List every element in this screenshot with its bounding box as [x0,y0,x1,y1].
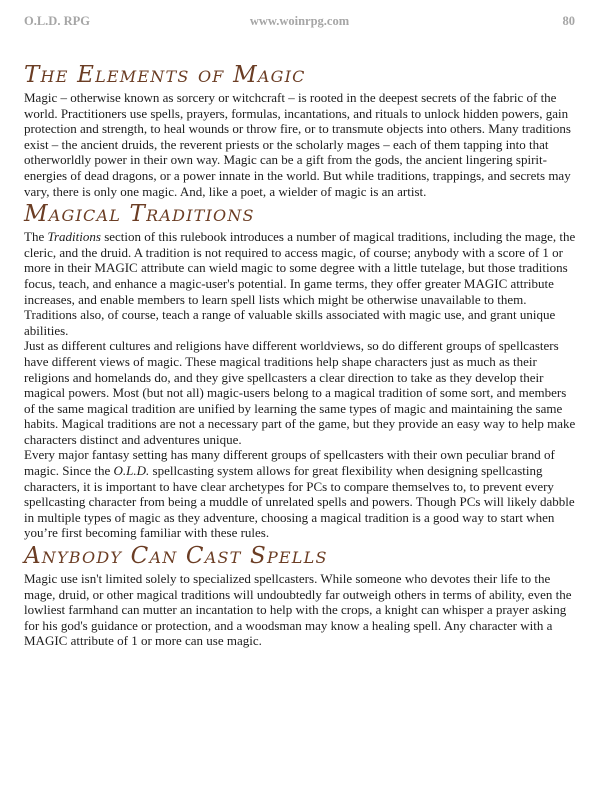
paragraph-text: Just as different cultures and religions have different worldviews, so do different groups of spellcasters have different views of magic. These magical traditions help shape characters just as much as their religions and homelands do, and they give spellcasters a clear direction to take as they develop their magical powers. Most (but not all) magic-users belong to a magical tradition of some sort, and members of the same magical tradition are unified by learning the same types of magic and maintaining the same habits. Magical traditions are not a necessary part of the game, but they provide an easy way to help make characters distinct and adventures unique. [24,338,576,447]
running-header [24,14,575,30]
section-heading: Anybody Can Cast Spells [24,543,328,570]
section-anybody-can-cast-spells [24,541,579,649]
section-heading: Magical Traditions [24,201,255,228]
paragraph-text: Magic – otherwise known as sorcery or witchcraft – is rooted in the deepest secrets of the fabric of the world. Practitioners use spells, prayers, formulas, incantations, and rituals to unlock hidden powers, gain protection and strength, to heal wounds or throw fire, or to transmute objects into others. Many traditions exist – the ancient druids, the reverent priests or the scholarly mages – each of them tapping into that otherworldly power in their own way. Magic can be a gift from the gods, the ancient lingering spirit-energies of dead dragons, or a power innate in the world. But while traditions, trappings, and secrets may vary, there is only one magic. And, like a poet, a wielder of magic is an artist. [24,90,571,199]
paragraph [24,229,579,338]
book-section-reference: Traditions [47,229,101,245]
paragraph [24,571,579,649]
paragraph-text: spellcasting system allows for great flexibility when designing spellcasting characters, it is important to have clear archetypes for PCs to compare themselves to, to prevent every spellcasting character from being a muddle of unrelated spells and powers. Though PCs will likely dabble in multiple types of magic as they adventure, choosing a magical tradition is a good way to start when you’re first becoming familiar with these rules. [24,463,575,541]
header-page-number: 80 [562,14,575,28]
header-book-title: O.L.D. RPG [24,14,90,28]
paragraph-text: Every major fantasy setting has many different groups of spellcasters with their own peculiar brand of magic. Since the [24,447,555,479]
paragraph [24,447,579,541]
page-content [24,60,579,649]
header-website: www.woinrpg.com [249,14,350,28]
paragraph-text: The [24,229,48,245]
section-heading: The Elements of Magic [24,62,306,88]
section-elements-of-magic [24,60,579,199]
paragraph [24,90,579,199]
system-name-reference: O.L.D. [113,463,150,479]
paragraph [24,338,579,447]
paragraph-text: Magic use isn't limited solely to specialized spellcasters. While someone who devotes their life to the mage, druid, or other magical traditions will undoubtedly far outweigh others in terms of ability, even the lowliest farmhand can mutter an incantation to help with the crops, a knight can whisper a prayer asking for his god's guidance or protection, and a woodsman may know a healing spell. Any character with a MAGIC attribute of 1 or more can use magic. [24,571,572,649]
paragraph-text: section of this rulebook introduces a number of magical traditions, including the mage, the cleric, and the druid. A tradition is not required to access magic, of course; anybody with a score of 1 or more in their MAGIC attribute can wield magic to some degree with a little tutelage, but those traditions focus, teach, and enhance a magic-user's potential. In game terms, they offer greater MAGIC attribute increases, and enable members to learn spell lists which might be otherwise unavailable to them. Traditions also, of course, teach a range of valuable skills associated with magic use, and grant unique abilities. [24,229,576,338]
section-magical-traditions [24,199,579,541]
